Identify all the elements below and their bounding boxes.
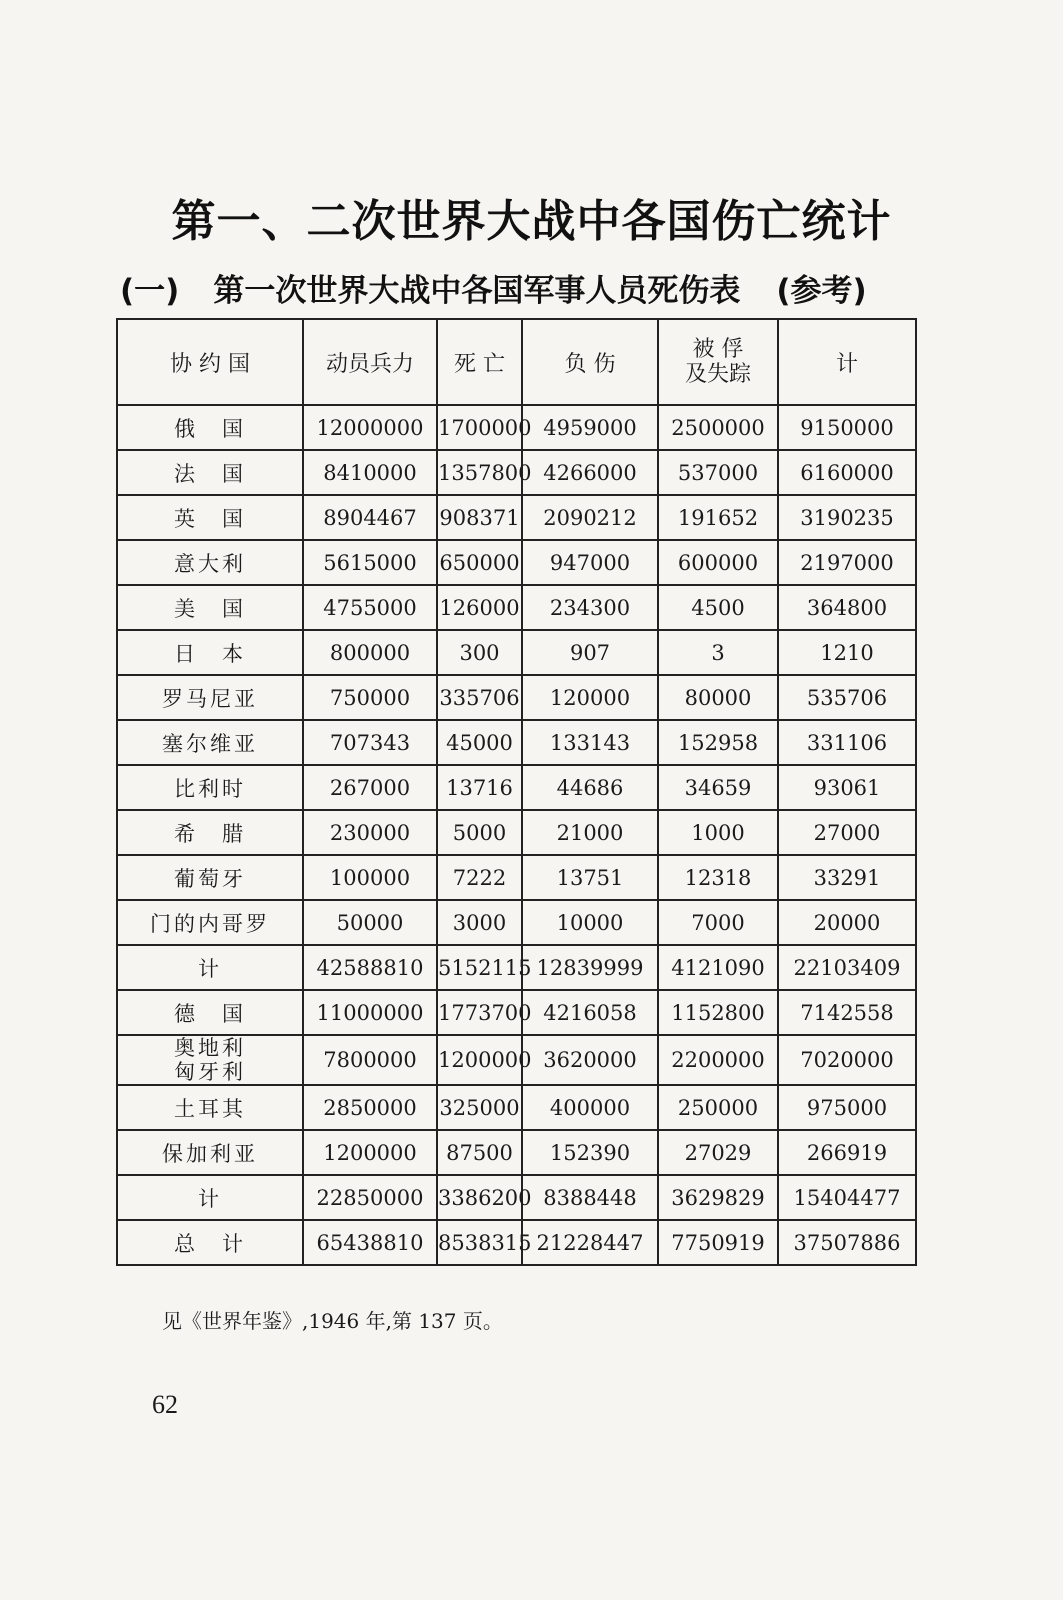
value-cell: 8904467	[303, 495, 437, 540]
value-cell: 4500	[658, 585, 778, 630]
value-cell: 234300	[522, 585, 658, 630]
value-cell: 8388448	[522, 1175, 658, 1220]
value-cell: 120000	[522, 675, 658, 720]
value-cell: 364800	[778, 585, 916, 630]
country-cell: 塞尔维亚	[117, 720, 303, 765]
country-cell: 计	[117, 1175, 303, 1220]
country-cell: 希 腊	[117, 810, 303, 855]
table-row	[117, 720, 916, 765]
value-cell: 4121090	[658, 945, 778, 990]
value-cell: 21000	[522, 810, 658, 855]
value-cell: 87500	[437, 1130, 522, 1175]
value-cell: 22850000	[303, 1175, 437, 1220]
value-cell: 800000	[303, 630, 437, 675]
value-cell: 2850000	[303, 1085, 437, 1130]
value-cell: 65438810	[303, 1220, 437, 1265]
country-cell: 门的内哥罗	[117, 900, 303, 945]
value-cell: 4266000	[522, 450, 658, 495]
value-cell: 7800000	[303, 1035, 437, 1085]
value-cell: 22103409	[778, 945, 916, 990]
column-header: 负 伤	[522, 319, 658, 405]
value-cell: 325000	[437, 1085, 522, 1130]
value-cell: 908371	[437, 495, 522, 540]
page-title: 第一、二次世界大战中各国伤亡统计	[171, 196, 892, 247]
column-header: 动员兵力	[303, 319, 437, 405]
value-cell: 7000	[658, 900, 778, 945]
value-cell: 1000	[658, 810, 778, 855]
value-cell: 3386200	[437, 1175, 522, 1220]
value-cell: 11000000	[303, 990, 437, 1035]
country-cell: 法 国	[117, 450, 303, 495]
country-cell: 日 本	[117, 630, 303, 675]
value-cell: 34659	[658, 765, 778, 810]
value-cell: 335706	[437, 675, 522, 720]
value-cell: 5152115	[437, 945, 522, 990]
value-cell: 12000000	[303, 405, 437, 450]
value-cell: 600000	[658, 540, 778, 585]
value-cell: 5000	[437, 810, 522, 855]
value-cell: 5615000	[303, 540, 437, 585]
country-cell: 美 国	[117, 585, 303, 630]
country-cell: 罗马尼亚	[117, 675, 303, 720]
table-row	[117, 1130, 916, 1175]
value-cell: 4755000	[303, 585, 437, 630]
table-body	[117, 405, 916, 1265]
country-cell: 比利时	[117, 765, 303, 810]
country-cell: 葡萄牙	[117, 855, 303, 900]
value-cell: 42588810	[303, 945, 437, 990]
value-cell: 2197000	[778, 540, 916, 585]
value-cell: 27000	[778, 810, 916, 855]
value-cell: 6160000	[778, 450, 916, 495]
value-cell: 7222	[437, 855, 522, 900]
table-row	[117, 675, 916, 720]
value-cell: 1357800	[437, 450, 522, 495]
value-cell: 12839999	[522, 945, 658, 990]
table-row	[117, 990, 916, 1035]
table-row	[117, 630, 916, 675]
table-row	[117, 810, 916, 855]
value-cell: 400000	[522, 1085, 658, 1130]
value-cell: 13751	[522, 855, 658, 900]
table-row	[117, 765, 916, 810]
table-row	[117, 450, 916, 495]
value-cell: 3629829	[658, 1175, 778, 1220]
value-cell: 7020000	[778, 1035, 916, 1085]
section-note: (参考)	[776, 273, 867, 309]
value-cell: 13716	[437, 765, 522, 810]
value-cell: 33291	[778, 855, 916, 900]
value-cell: 152958	[658, 720, 778, 765]
value-cell: 7142558	[778, 990, 916, 1035]
value-cell: 15404477	[778, 1175, 916, 1220]
column-header: 协 约 国	[117, 319, 303, 405]
country-cell: 保加利亚	[117, 1130, 303, 1175]
value-cell: 650000	[437, 540, 522, 585]
section-heading	[120, 265, 940, 310]
value-cell: 152390	[522, 1130, 658, 1175]
value-cell: 191652	[658, 495, 778, 540]
casualty-table	[116, 318, 917, 1266]
value-cell: 1152800	[658, 990, 778, 1035]
value-cell: 230000	[303, 810, 437, 855]
value-cell: 250000	[658, 1085, 778, 1130]
value-cell: 1210	[778, 630, 916, 675]
country-cell: 意大利	[117, 540, 303, 585]
value-cell: 37507886	[778, 1220, 916, 1265]
value-cell: 27029	[658, 1130, 778, 1175]
value-cell: 126000	[437, 585, 522, 630]
value-cell: 3190235	[778, 495, 916, 540]
value-cell: 8410000	[303, 450, 437, 495]
table-row	[117, 1085, 916, 1130]
section-title: 第一次世界大战中各国军事人员死伤表	[213, 273, 741, 309]
value-cell: 947000	[522, 540, 658, 585]
value-cell: 266919	[778, 1130, 916, 1175]
table-row	[117, 495, 916, 540]
value-cell: 750000	[303, 675, 437, 720]
country-cell: 俄 国	[117, 405, 303, 450]
source-note: 见《世界年鉴》,1946 年,第 137 页。	[162, 1309, 503, 1333]
value-cell: 267000	[303, 765, 437, 810]
country-cell: 英 国	[117, 495, 303, 540]
section-number: (一)	[120, 273, 180, 309]
value-cell: 300	[437, 630, 522, 675]
value-cell: 100000	[303, 855, 437, 900]
value-cell: 8538315	[437, 1220, 522, 1265]
table-row	[117, 1035, 916, 1085]
column-header: 被 俘 及失踪	[658, 319, 778, 405]
value-cell: 2200000	[658, 1035, 778, 1085]
table-row	[117, 945, 916, 990]
value-cell: 133143	[522, 720, 658, 765]
country-cell: 计	[117, 945, 303, 990]
value-cell: 1700000	[437, 405, 522, 450]
value-cell: 907	[522, 630, 658, 675]
column-header: 死 亡	[437, 319, 522, 405]
value-cell: 21228447	[522, 1220, 658, 1265]
value-cell: 80000	[658, 675, 778, 720]
value-cell: 9150000	[778, 405, 916, 450]
value-cell: 975000	[778, 1085, 916, 1130]
value-cell: 2090212	[522, 495, 658, 540]
value-cell: 10000	[522, 900, 658, 945]
value-cell: 1200000	[437, 1035, 522, 1085]
value-cell: 3	[658, 630, 778, 675]
value-cell: 707343	[303, 720, 437, 765]
value-cell: 1773700	[437, 990, 522, 1035]
value-cell: 7750919	[658, 1220, 778, 1265]
value-cell: 2500000	[658, 405, 778, 450]
page-number: 62	[152, 1390, 178, 1419]
value-cell: 4959000	[522, 405, 658, 450]
table-row	[117, 1220, 916, 1265]
value-cell: 44686	[522, 765, 658, 810]
country-cell: 奥地利 匈牙利	[117, 1035, 303, 1085]
country-cell: 德 国	[117, 990, 303, 1035]
value-cell: 45000	[437, 720, 522, 765]
country-cell: 总 计	[117, 1220, 303, 1265]
table-header-row	[117, 319, 916, 405]
value-cell: 331106	[778, 720, 916, 765]
value-cell: 1200000	[303, 1130, 437, 1175]
table-row	[117, 540, 916, 585]
table-row	[117, 585, 916, 630]
value-cell: 20000	[778, 900, 916, 945]
value-cell: 50000	[303, 900, 437, 945]
table-row	[117, 900, 916, 945]
value-cell: 93061	[778, 765, 916, 810]
table-row	[117, 855, 916, 900]
value-cell: 537000	[658, 450, 778, 495]
table-row	[117, 1175, 916, 1220]
country-cell: 土耳其	[117, 1085, 303, 1130]
value-cell: 535706	[778, 675, 916, 720]
value-cell: 3000	[437, 900, 522, 945]
value-cell: 4216058	[522, 990, 658, 1035]
value-cell: 3620000	[522, 1035, 658, 1085]
table-row	[117, 405, 916, 450]
column-header: 计	[778, 319, 916, 405]
value-cell: 12318	[658, 855, 778, 900]
